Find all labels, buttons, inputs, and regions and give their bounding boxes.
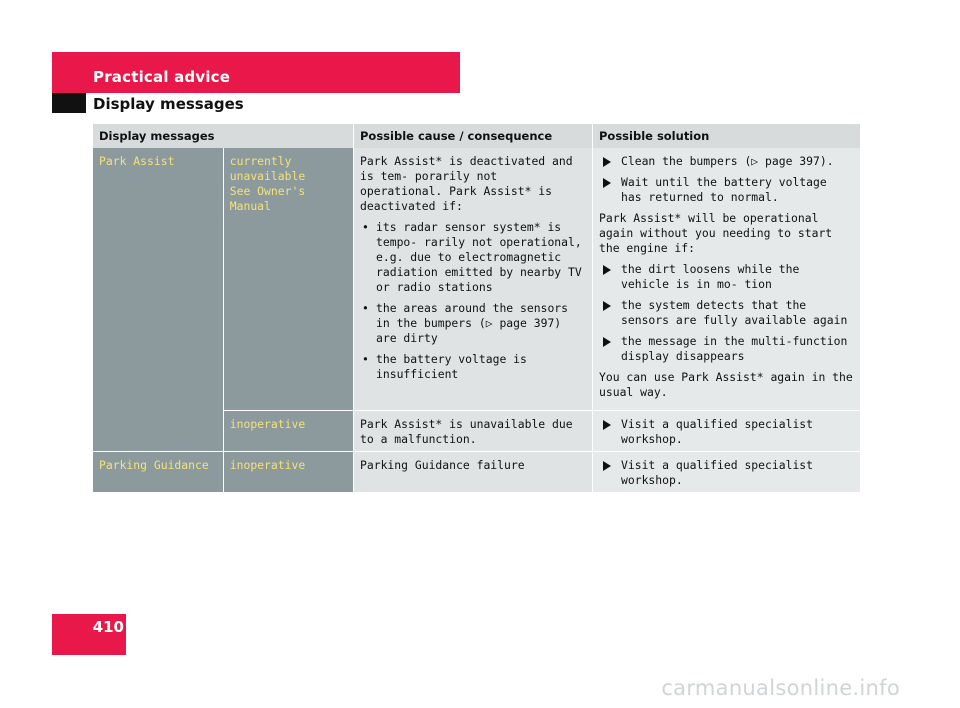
cause-cell (354, 148, 593, 411)
display-status-line: See Owner's Manual (229, 184, 306, 213)
list-item (360, 301, 586, 346)
list-item-text: the battery voltage is insufficient (376, 352, 527, 381)
arrow-icon (603, 301, 611, 311)
list-item-text: Visit a qualified specialist workshop. (621, 417, 814, 446)
list-item-text: its radar sensor system* is tempo- rarily not operational, e.g. due to electromagnetic radiation emitted by nearby TV or radio stations (376, 220, 582, 294)
list-item (599, 154, 854, 169)
arrow-icon (603, 265, 611, 275)
col-header-solution: Possible solution (593, 124, 861, 148)
display-status-cell: inoperative (223, 452, 353, 493)
list-item (360, 220, 586, 295)
solution-note: You can use Park Assist* again in the usual way. (599, 370, 853, 399)
col-header-cause: Possible cause / consequence (354, 124, 593, 148)
list-item (599, 458, 854, 488)
solution-cell (593, 452, 861, 493)
list-item-text: the dirt loosens while the vehicle is in mo- tion (621, 262, 800, 291)
list-item-text: Visit a qualified specialist workshop. (621, 458, 814, 487)
section-title: Practical advice (93, 68, 231, 86)
table-row (93, 148, 860, 411)
solution-steps (599, 154, 854, 205)
arrow-icon (603, 157, 611, 167)
list-item-text: Wait until the battery voltage has returned to normal. (621, 175, 827, 204)
page-number-box (52, 614, 126, 655)
watermark: carmanualsonline.info (661, 676, 900, 700)
list-item (599, 334, 854, 364)
display-message-cell: Parking Guidance (93, 452, 223, 493)
table-row (93, 452, 860, 493)
cause-cell: Park Assist* is unavailable due to a malfunction. (354, 411, 593, 452)
table-header-row (93, 124, 860, 148)
cause-intro: Park Assist* is deactivated and is tem- porarily not operational. Park Assist* is deactivated if: (360, 154, 573, 213)
solution-conditions (599, 262, 854, 364)
display-message-cell: Park Assist (93, 148, 223, 452)
section-marker (52, 93, 86, 113)
bullet-icon: • (362, 220, 369, 234)
cause-list (360, 220, 586, 382)
arrow-icon (603, 420, 611, 430)
list-item-text: the system detects that the sensors are fully available again (621, 298, 848, 327)
solution-cell (593, 411, 861, 452)
list-item-text: the areas around the sensors in the bumpers (▷ page 397) are dirty (376, 301, 569, 345)
list-item (360, 352, 586, 382)
page-number: 410 (92, 618, 124, 636)
bullet-icon: • (362, 352, 369, 366)
section-header (52, 52, 460, 93)
list-item-text: the message in the multi-function display disappears (621, 334, 848, 363)
solution-note: Park Assist* will be operational again without you needing to start the engine if: (599, 211, 833, 255)
cause-cell: Parking Guidance failure (354, 452, 593, 493)
list-item (599, 417, 854, 447)
arrow-icon (603, 337, 611, 347)
display-status-cell (223, 148, 353, 411)
display-messages-table (93, 124, 860, 493)
col-header-display-messages: Display messages (93, 124, 354, 148)
solution-steps (599, 458, 854, 488)
arrow-icon (603, 178, 611, 188)
arrow-icon (603, 461, 611, 471)
solution-cell (593, 148, 861, 411)
page-subtitle: Display messages (93, 95, 244, 113)
display-status-cell: inoperative (223, 411, 353, 452)
list-item (599, 298, 854, 328)
list-item-text: Clean the bumpers (▷ page 397). (621, 154, 834, 168)
list-item (599, 175, 854, 205)
solution-steps (599, 417, 854, 447)
display-status-line: currently unavailable (229, 154, 306, 183)
list-item (599, 262, 854, 292)
bullet-icon: • (362, 301, 369, 315)
